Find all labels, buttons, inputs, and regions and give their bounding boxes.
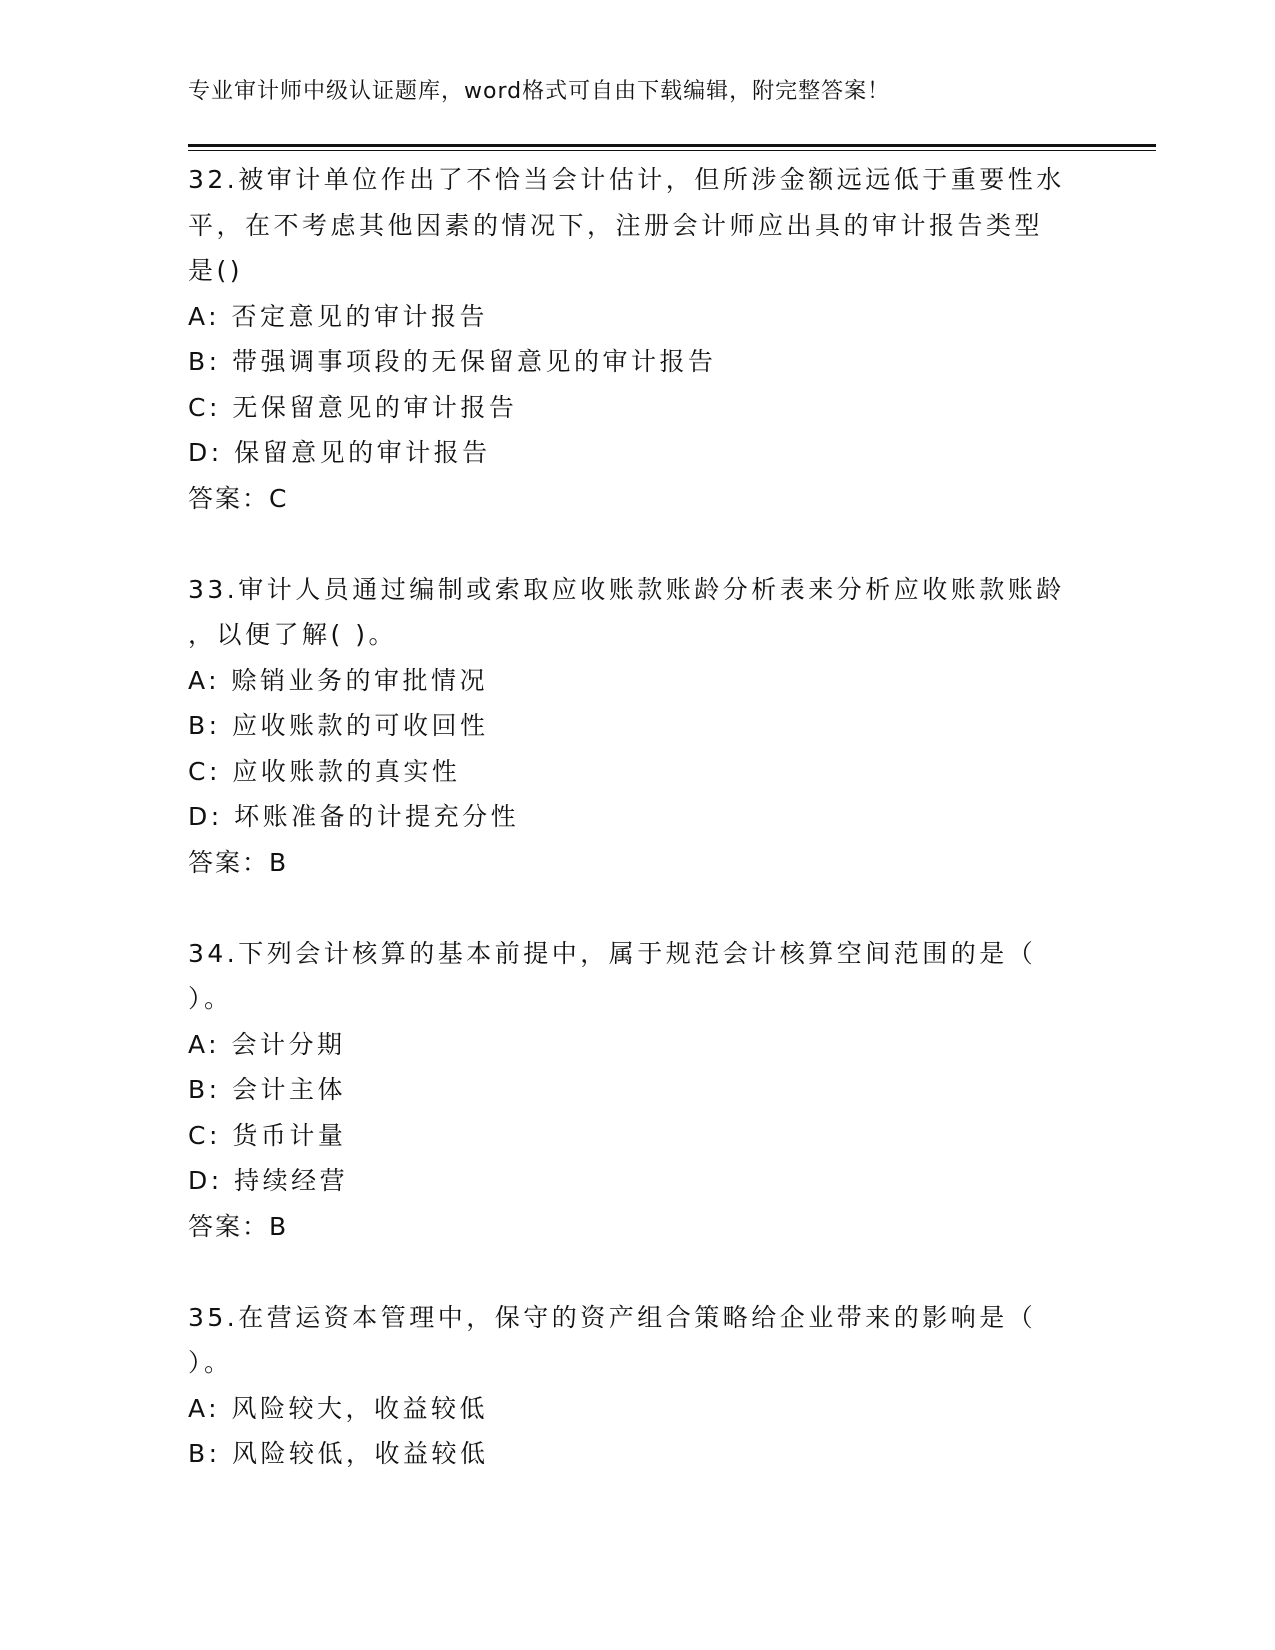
answer: 答案：C bbox=[188, 483, 289, 513]
question-list bbox=[188, 157, 1088, 1477]
page-header: 专业审计师中级认证题库，word格式可自由下载编辑，附完整答案！ bbox=[188, 79, 891, 104]
question-spacer bbox=[188, 885, 1088, 931]
option-c: C: 无保留意见的审计报告 bbox=[188, 392, 518, 422]
option-c: C: 货币计量 bbox=[188, 1120, 347, 1150]
answer: 答案：B bbox=[188, 1211, 289, 1241]
question-spacer bbox=[188, 521, 1088, 567]
question-33 bbox=[188, 567, 1088, 886]
question-stem-line: 35.在营运资本管理中，保守的资产组合策略给企业带来的影响是（ bbox=[188, 1302, 1037, 1332]
header-divider-thick bbox=[188, 144, 1156, 147]
option-d: D: 持续经营 bbox=[188, 1166, 349, 1195]
question-stem-line: 33.审计人员通过编制或索取应收账款账龄分析表来分析应收账款账龄 bbox=[188, 574, 1065, 604]
question-35 bbox=[188, 1295, 1088, 1477]
question-stem-line: ）。 bbox=[188, 1348, 233, 1377]
header-divider-thin bbox=[188, 150, 1156, 151]
question-stem-line: 是() bbox=[188, 256, 244, 285]
option-c: C: 应收账款的真实性 bbox=[188, 756, 461, 786]
question-stem-line: ，以便了解( )。 bbox=[188, 620, 397, 649]
option-a: A: 赊销业务的审批情况 bbox=[188, 665, 489, 695]
option-b: B: 带强调事项段的无保留意见的审计报告 bbox=[188, 347, 717, 376]
option-a: A: 否定意见的审计报告 bbox=[188, 301, 489, 331]
option-b: B: 会计主体 bbox=[188, 1075, 347, 1104]
question-stem-line: 34.下列会计核算的基本前提中，属于规范会计核算空间范围的是（ bbox=[188, 938, 1037, 968]
question-stem-line: 平，在不考虑其他因素的情况下，注册会计师应出具的审计报告类型 bbox=[188, 210, 1044, 240]
option-b: B: 风险较低，收益较低 bbox=[188, 1439, 489, 1468]
question-32 bbox=[188, 157, 1088, 521]
question-stem-line: 32.被审计单位作出了不恰当会计估计，但所涉金额远远低于重要性水 bbox=[188, 165, 1065, 194]
answer: 答案：B bbox=[188, 847, 289, 877]
option-b: B: 应收账款的可收回性 bbox=[188, 711, 489, 740]
question-stem-line: ）。 bbox=[188, 984, 233, 1013]
option-d: D: 坏账准备的计提充分性 bbox=[188, 802, 520, 831]
question-34 bbox=[188, 931, 1088, 1250]
option-a: A: 风险较大，收益较低 bbox=[188, 1393, 489, 1423]
question-spacer bbox=[188, 1249, 1088, 1295]
option-a: A: 会计分期 bbox=[188, 1029, 346, 1059]
option-d: D: 保留意见的审计报告 bbox=[188, 438, 491, 467]
